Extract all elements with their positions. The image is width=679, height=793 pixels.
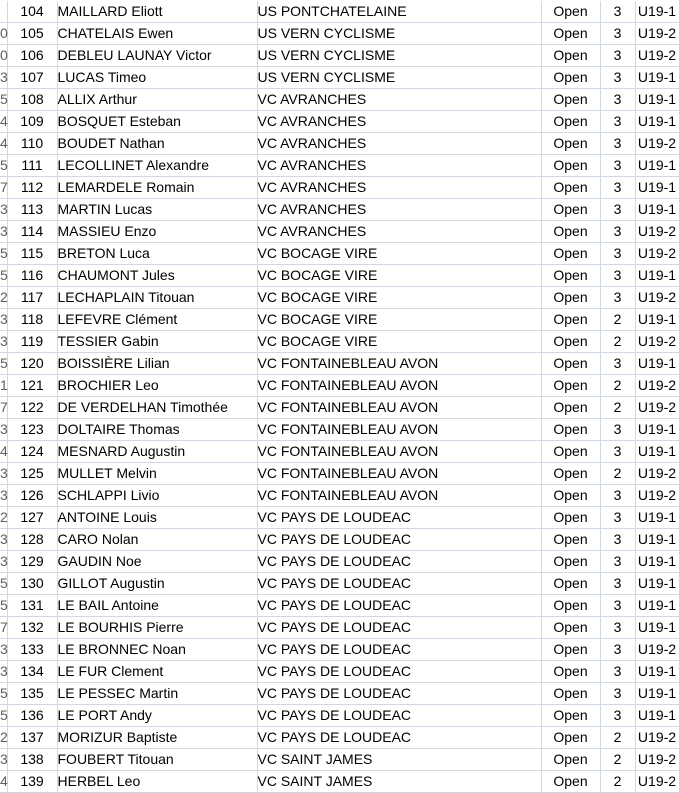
category-cell[interactable]: Open <box>541 111 600 133</box>
club-name-cell[interactable]: VC AVRANCHES <box>257 221 541 243</box>
level-cell[interactable]: 3 <box>600 111 635 133</box>
category-cell[interactable]: Open <box>541 639 600 661</box>
level-cell[interactable]: 3 <box>600 45 635 67</box>
table-row <box>0 529 679 551</box>
level-cell[interactable]: 3 <box>600 221 635 243</box>
table-row <box>0 749 679 771</box>
level-cell[interactable]: 3 <box>600 89 635 111</box>
club-name-cell[interactable]: VC SAINT JAMES <box>257 771 541 793</box>
row-edge-cell[interactable]: 5 <box>0 353 7 375</box>
club-name-cell[interactable]: VC FONTAINEBLEAU AVON <box>257 375 541 397</box>
category-cell[interactable]: Open <box>541 353 600 375</box>
rider-name-cell[interactable]: DOLTAIRE Thomas <box>57 419 257 441</box>
rider-name-cell[interactable]: BOSQUET Esteban <box>57 111 257 133</box>
row-edge-cell[interactable]: 1 <box>0 375 7 397</box>
bib-number-cell[interactable]: 128 <box>7 529 57 551</box>
level-cell[interactable]: 3 <box>600 67 635 89</box>
category-cell[interactable]: Open <box>541 683 600 705</box>
bib-number-cell[interactable]: 106 <box>7 45 57 67</box>
table-row <box>0 397 679 419</box>
age-group-cell[interactable]: U19-1 <box>635 89 679 111</box>
rider-name-cell[interactable]: HERBEL Leo <box>57 771 257 793</box>
age-group-cell[interactable]: U19-2 <box>635 331 679 353</box>
club-name-cell[interactable]: VC FONTAINEBLEAU AVON <box>257 397 541 419</box>
category-cell[interactable]: Open <box>541 177 600 199</box>
age-group-cell[interactable]: U19-2 <box>635 639 679 661</box>
table-row <box>0 67 679 89</box>
table-row <box>0 89 679 111</box>
club-name-cell[interactable]: US PONTCHATELAINE <box>257 1 541 23</box>
club-name-cell[interactable]: VC SAINT JAMES <box>257 749 541 771</box>
level-cell[interactable]: 3 <box>600 1 635 23</box>
row-edge-cell[interactable]: 4 <box>0 111 7 133</box>
club-name-cell[interactable]: VC PAYS DE LOUDEAC <box>257 727 541 749</box>
table-row <box>0 507 679 529</box>
category-cell[interactable]: Open <box>541 705 600 727</box>
age-group-cell[interactable]: U19-1 <box>635 155 679 177</box>
row-edge-cell[interactable]: 3 <box>0 309 7 331</box>
age-group-cell[interactable]: U19-1 <box>635 529 679 551</box>
level-cell[interactable]: 2 <box>600 331 635 353</box>
category-cell[interactable]: Open <box>541 463 600 485</box>
row-edge-cell[interactable]: 5 <box>0 243 7 265</box>
table-row <box>0 331 679 353</box>
bib-number-cell[interactable]: 111 <box>7 155 57 177</box>
rider-name-cell[interactable]: GAUDIN Noe <box>57 551 257 573</box>
rider-name-cell[interactable]: BRETON Luca <box>57 243 257 265</box>
table-row <box>0 485 679 507</box>
row-edge-cell[interactable]: 5 <box>0 89 7 111</box>
club-name-cell[interactable]: VC FONTAINEBLEAU AVON <box>257 441 541 463</box>
category-cell[interactable]: Open <box>541 573 600 595</box>
category-cell[interactable]: Open <box>541 199 600 221</box>
bib-number-cell[interactable]: 126 <box>7 485 57 507</box>
level-cell[interactable]: 3 <box>600 23 635 45</box>
age-group-cell[interactable]: U19-1 <box>635 67 679 89</box>
row-edge-cell[interactable]: 4 <box>0 133 7 155</box>
row-edge-cell[interactable]: 5 <box>0 595 7 617</box>
bib-number-cell[interactable]: 137 <box>7 727 57 749</box>
rider-name-cell[interactable]: LE BAIL Antoine <box>57 595 257 617</box>
level-cell[interactable]: 3 <box>600 573 635 595</box>
age-group-cell[interactable]: U19-2 <box>635 243 679 265</box>
club-name-cell[interactable]: US VERN CYCLISME <box>257 67 541 89</box>
row-edge-cell[interactable]: 3 <box>0 463 7 485</box>
category-cell[interactable]: Open <box>541 309 600 331</box>
bib-number-cell[interactable]: 127 <box>7 507 57 529</box>
row-edge-cell[interactable]: 4 <box>0 771 7 793</box>
level-cell[interactable]: 3 <box>600 243 635 265</box>
bib-number-cell[interactable]: 122 <box>7 397 57 419</box>
club-name-cell[interactable]: VC PAYS DE LOUDEAC <box>257 507 541 529</box>
row-edge-cell[interactable]: 3 <box>0 419 7 441</box>
age-group-cell[interactable]: U19-2 <box>635 221 679 243</box>
category-cell[interactable]: Open <box>541 661 600 683</box>
rider-name-cell[interactable]: TESSIER Gabin <box>57 331 257 353</box>
category-cell[interactable]: Open <box>541 485 600 507</box>
category-cell[interactable]: Open <box>541 419 600 441</box>
row-edge-cell[interactable]: 3 <box>0 199 7 221</box>
rider-name-cell[interactable]: LE PORT Andy <box>57 705 257 727</box>
row-edge-cell[interactable]: 3 <box>0 331 7 353</box>
age-group-cell[interactable]: U19-1 <box>635 551 679 573</box>
rider-name-cell[interactable]: DEBLEU LAUNAY Victor <box>57 45 257 67</box>
row-edge-cell[interactable]: 5 <box>0 265 7 287</box>
age-group-cell[interactable]: U19-1 <box>635 705 679 727</box>
club-name-cell[interactable]: VC FONTAINEBLEAU AVON <box>257 463 541 485</box>
age-group-cell[interactable]: U19-1 <box>635 595 679 617</box>
age-group-cell[interactable]: U19-2 <box>635 45 679 67</box>
club-name-cell[interactable]: VC BOCAGE VIRE <box>257 309 541 331</box>
table-row <box>0 199 679 221</box>
rider-name-cell[interactable]: MESNARD Augustin <box>57 441 257 463</box>
level-cell[interactable]: 2 <box>600 749 635 771</box>
club-name-cell[interactable]: VC BOCAGE VIRE <box>257 265 541 287</box>
category-cell[interactable]: Open <box>541 133 600 155</box>
category-cell[interactable]: Open <box>541 771 600 793</box>
bib-number-cell[interactable]: 118 <box>7 309 57 331</box>
category-cell[interactable]: Open <box>541 155 600 177</box>
bib-number-cell[interactable]: 104 <box>7 1 57 23</box>
table-row <box>0 573 679 595</box>
row-edge-cell[interactable]: 2 <box>0 507 7 529</box>
table-row <box>0 551 679 573</box>
club-name-cell[interactable]: VC BOCAGE VIRE <box>257 287 541 309</box>
club-name-cell[interactable]: VC AVRANCHES <box>257 89 541 111</box>
age-group-cell[interactable]: U19-1 <box>635 309 679 331</box>
table-row <box>0 45 679 67</box>
level-cell[interactable]: 2 <box>600 463 635 485</box>
rider-name-cell[interactable]: MARTIN Lucas <box>57 199 257 221</box>
level-cell[interactable]: 3 <box>600 441 635 463</box>
club-name-cell[interactable]: VC PAYS DE LOUDEAC <box>257 661 541 683</box>
bib-number-cell[interactable]: 115 <box>7 243 57 265</box>
age-group-cell[interactable]: U19-2 <box>635 375 679 397</box>
age-group-cell[interactable]: U19-1 <box>635 353 679 375</box>
rider-name-cell[interactable]: LEFEVRE Clément <box>57 309 257 331</box>
bib-number-cell[interactable]: 139 <box>7 771 57 793</box>
level-cell[interactable]: 3 <box>600 507 635 529</box>
row-edge-cell[interactable]: 2 <box>0 287 7 309</box>
category-cell[interactable]: Open <box>541 1 600 23</box>
category-cell[interactable]: Open <box>541 529 600 551</box>
row-edge-cell[interactable]: 3 <box>0 661 7 683</box>
rider-name-cell[interactable]: MAILLARD Eliott <box>57 1 257 23</box>
row-edge-cell[interactable]: 5 <box>0 683 7 705</box>
category-cell[interactable]: Open <box>541 243 600 265</box>
rider-name-cell[interactable]: ANTOINE Louis <box>57 507 257 529</box>
category-cell[interactable]: Open <box>541 749 600 771</box>
bib-number-cell[interactable]: 114 <box>7 221 57 243</box>
rider-name-cell[interactable]: CARO Nolan <box>57 529 257 551</box>
level-cell[interactable]: 3 <box>600 199 635 221</box>
row-edge-cell[interactable]: 3 <box>0 485 7 507</box>
category-cell[interactable]: Open <box>541 23 600 45</box>
club-name-cell[interactable]: US VERN CYCLISME <box>257 45 541 67</box>
level-cell[interactable]: 2 <box>600 309 635 331</box>
club-name-cell[interactable]: VC FONTAINEBLEAU AVON <box>257 353 541 375</box>
level-cell[interactable]: 3 <box>600 177 635 199</box>
age-group-cell[interactable]: U19-2 <box>635 727 679 749</box>
club-name-cell[interactable]: VC BOCAGE VIRE <box>257 331 541 353</box>
rider-name-cell[interactable]: BOISSIÈRE Lilian <box>57 353 257 375</box>
table-row <box>0 419 679 441</box>
table-row <box>0 661 679 683</box>
level-cell[interactable]: 2 <box>600 397 635 419</box>
age-group-cell[interactable]: U19-1 <box>635 1 679 23</box>
level-cell[interactable]: 3 <box>600 419 635 441</box>
club-name-cell[interactable]: VC PAYS DE LOUDEAC <box>257 617 541 639</box>
level-cell[interactable]: 3 <box>600 529 635 551</box>
category-cell[interactable]: Open <box>541 221 600 243</box>
bib-number-cell[interactable]: 112 <box>7 177 57 199</box>
age-group-cell[interactable]: U19-1 <box>635 617 679 639</box>
age-group-cell[interactable]: U19-1 <box>635 683 679 705</box>
row-edge-cell[interactable]: 3 <box>0 221 7 243</box>
bib-number-cell[interactable]: 113 <box>7 199 57 221</box>
club-name-cell[interactable]: VC AVRANCHES <box>257 155 541 177</box>
level-cell[interactable]: 3 <box>600 595 635 617</box>
category-cell[interactable]: Open <box>541 331 600 353</box>
spreadsheet-table <box>0 1 679 793</box>
club-name-cell[interactable]: VC PAYS DE LOUDEAC <box>257 705 541 727</box>
table-row <box>0 463 679 485</box>
bib-number-cell[interactable]: 120 <box>7 353 57 375</box>
category-cell[interactable]: Open <box>541 727 600 749</box>
category-cell[interactable]: Open <box>541 67 600 89</box>
level-cell[interactable]: 3 <box>600 155 635 177</box>
level-cell[interactable]: 3 <box>600 353 635 375</box>
bib-number-cell[interactable]: 117 <box>7 287 57 309</box>
club-name-cell[interactable]: VC PAYS DE LOUDEAC <box>257 639 541 661</box>
rider-name-cell[interactable]: LE BOURHIS Pierre <box>57 617 257 639</box>
row-edge-cell[interactable]: 2 <box>0 727 7 749</box>
category-cell[interactable]: Open <box>541 89 600 111</box>
table-row <box>0 353 679 375</box>
table-row <box>0 221 679 243</box>
row-edge-cell[interactable]: 3 <box>0 529 7 551</box>
level-cell[interactable]: 3 <box>600 705 635 727</box>
rider-name-cell[interactable]: MASSIEU Enzo <box>57 221 257 243</box>
row-edge-cell[interactable]: 5 <box>0 705 7 727</box>
table-row <box>0 595 679 617</box>
club-name-cell[interactable]: VC PAYS DE LOUDEAC <box>257 529 541 551</box>
club-name-cell[interactable]: VC PAYS DE LOUDEAC <box>257 683 541 705</box>
category-cell[interactable]: Open <box>541 617 600 639</box>
rider-name-cell[interactable]: SCHLAPPI Livio <box>57 485 257 507</box>
age-group-cell[interactable]: U19-1 <box>635 441 679 463</box>
bib-number-cell[interactable]: 110 <box>7 133 57 155</box>
bib-number-cell[interactable]: 130 <box>7 573 57 595</box>
bib-number-cell[interactable]: 119 <box>7 331 57 353</box>
rider-name-cell[interactable]: DE VERDELHAN Timothée <box>57 397 257 419</box>
rider-name-cell[interactable]: BROCHIER Leo <box>57 375 257 397</box>
row-edge-cell[interactable]: 3 <box>0 67 7 89</box>
age-group-cell[interactable]: U19-1 <box>635 177 679 199</box>
table-row <box>0 309 679 331</box>
category-cell[interactable]: Open <box>541 45 600 67</box>
level-cell[interactable]: 3 <box>600 617 635 639</box>
club-name-cell[interactable]: VC PAYS DE LOUDEAC <box>257 551 541 573</box>
table-row <box>0 639 679 661</box>
level-cell[interactable]: 3 <box>600 683 635 705</box>
level-cell[interactable]: 3 <box>600 265 635 287</box>
club-name-cell[interactable]: VC AVRANCHES <box>257 133 541 155</box>
row-edge-cell[interactable]: 7 <box>0 617 7 639</box>
row-edge-cell[interactable]: 4 <box>0 441 7 463</box>
club-name-cell[interactable]: VC PAYS DE LOUDEAC <box>257 595 541 617</box>
category-cell[interactable]: Open <box>541 287 600 309</box>
table-row <box>0 177 679 199</box>
rider-name-cell[interactable]: FOUBERT Titouan <box>57 749 257 771</box>
club-name-cell[interactable]: VC PAYS DE LOUDEAC <box>257 573 541 595</box>
table-row <box>0 705 679 727</box>
age-group-cell[interactable]: U19-2 <box>635 771 679 793</box>
table-row <box>0 23 679 45</box>
level-cell[interactable]: 2 <box>600 375 635 397</box>
rider-name-cell[interactable]: LUCAS Timeo <box>57 67 257 89</box>
table-row <box>0 133 679 155</box>
bib-number-cell[interactable]: 123 <box>7 419 57 441</box>
level-cell[interactable]: 3 <box>600 661 635 683</box>
bib-number-cell[interactable]: 124 <box>7 441 57 463</box>
club-name-cell[interactable]: VC AVRANCHES <box>257 177 541 199</box>
rider-name-cell[interactable]: CHATELAIS Ewen <box>57 23 257 45</box>
level-cell[interactable]: 2 <box>600 771 635 793</box>
table-row <box>0 1 679 23</box>
age-group-cell[interactable]: U19-2 <box>635 485 679 507</box>
club-name-cell[interactable]: US VERN CYCLISME <box>257 23 541 45</box>
table-row <box>0 617 679 639</box>
bib-number-cell[interactable]: 109 <box>7 111 57 133</box>
level-cell[interactable]: 2 <box>600 727 635 749</box>
bib-number-cell[interactable]: 134 <box>7 661 57 683</box>
table-row <box>0 243 679 265</box>
table-row <box>0 771 679 793</box>
table-row <box>0 155 679 177</box>
rider-name-cell[interactable]: CHAUMONT Jules <box>57 265 257 287</box>
age-group-cell[interactable]: U19-1 <box>635 573 679 595</box>
row-edge-cell[interactable]: 3 <box>0 551 7 573</box>
row-edge-cell[interactable]: 5 <box>0 573 7 595</box>
level-cell[interactable]: 3 <box>600 551 635 573</box>
rider-name-cell[interactable]: LE PESSEC Martin <box>57 683 257 705</box>
table-row <box>0 265 679 287</box>
row-edge-cell[interactable]: 7 <box>0 397 7 419</box>
age-group-cell[interactable]: U19-1 <box>635 265 679 287</box>
bib-number-cell[interactable]: 125 <box>7 463 57 485</box>
row-edge-cell[interactable]: 5 <box>0 155 7 177</box>
row-edge-cell[interactable]: 3 <box>0 749 7 771</box>
bib-number-cell[interactable]: 131 <box>7 595 57 617</box>
age-group-cell[interactable]: U19-1 <box>635 199 679 221</box>
category-cell[interactable]: Open <box>541 551 600 573</box>
rider-name-cell[interactable]: MULLET Melvin <box>57 463 257 485</box>
table-row <box>0 375 679 397</box>
club-name-cell[interactable]: VC FONTAINEBLEAU AVON <box>257 485 541 507</box>
table-row <box>0 727 679 749</box>
age-group-cell[interactable]: U19-1 <box>635 419 679 441</box>
age-group-cell[interactable]: U19-2 <box>635 287 679 309</box>
age-group-cell[interactable]: U19-1 <box>635 507 679 529</box>
spreadsheet-body <box>0 1 679 793</box>
bib-number-cell[interactable]: 116 <box>7 265 57 287</box>
club-name-cell[interactable]: VC FONTAINEBLEAU AVON <box>257 419 541 441</box>
row-edge-cell[interactable]: 0 <box>0 23 7 45</box>
bib-number-cell[interactable]: 132 <box>7 617 57 639</box>
row-edge-cell[interactable]: 3 <box>0 639 7 661</box>
rider-name-cell[interactable]: BOUDET Nathan <box>57 133 257 155</box>
level-cell[interactable]: 3 <box>600 485 635 507</box>
category-cell[interactable]: Open <box>541 265 600 287</box>
rider-name-cell[interactable]: MORIZUR Baptiste <box>57 727 257 749</box>
rider-name-cell[interactable]: LECHAPLAIN Titouan <box>57 287 257 309</box>
row-edge-cell[interactable] <box>0 1 7 23</box>
row-edge-cell[interactable]: 0 <box>0 45 7 67</box>
rider-name-cell[interactable]: ALLIX Arthur <box>57 89 257 111</box>
bib-number-cell[interactable]: 133 <box>7 639 57 661</box>
rider-name-cell[interactable]: LE FUR Clement <box>57 661 257 683</box>
level-cell[interactable]: 3 <box>600 639 635 661</box>
age-group-cell[interactable]: U19-2 <box>635 133 679 155</box>
table-row <box>0 111 679 133</box>
table-row <box>0 287 679 309</box>
age-group-cell[interactable]: U19-1 <box>635 111 679 133</box>
category-cell[interactable]: Open <box>541 595 600 617</box>
rider-name-cell[interactable]: LECOLLINET Alexandre <box>57 155 257 177</box>
level-cell[interactable]: 3 <box>600 287 635 309</box>
rider-name-cell[interactable]: LEMARDELE Romain <box>57 177 257 199</box>
bib-number-cell[interactable]: 121 <box>7 375 57 397</box>
bib-number-cell[interactable]: 105 <box>7 23 57 45</box>
club-name-cell[interactable]: VC BOCAGE VIRE <box>257 243 541 265</box>
table-row <box>0 683 679 705</box>
age-group-cell[interactable]: U19-2 <box>635 397 679 419</box>
age-group-cell[interactable]: U19-1 <box>635 661 679 683</box>
level-cell[interactable]: 3 <box>600 133 635 155</box>
age-group-cell[interactable]: U19-2 <box>635 749 679 771</box>
table-row <box>0 441 679 463</box>
bib-number-cell[interactable]: 108 <box>7 89 57 111</box>
category-cell[interactable]: Open <box>541 397 600 419</box>
age-group-cell[interactable]: U19-2 <box>635 463 679 485</box>
bib-number-cell[interactable]: 129 <box>7 551 57 573</box>
club-name-cell[interactable]: VC AVRANCHES <box>257 111 541 133</box>
rider-name-cell[interactable]: GILLOT Augustin <box>57 573 257 595</box>
bib-number-cell[interactable]: 138 <box>7 749 57 771</box>
bib-number-cell[interactable]: 135 <box>7 683 57 705</box>
row-edge-cell[interactable]: 7 <box>0 177 7 199</box>
category-cell[interactable]: Open <box>541 441 600 463</box>
bib-number-cell[interactable]: 107 <box>7 67 57 89</box>
age-group-cell[interactable]: U19-2 <box>635 23 679 45</box>
category-cell[interactable]: Open <box>541 507 600 529</box>
category-cell[interactable]: Open <box>541 375 600 397</box>
bib-number-cell[interactable]: 136 <box>7 705 57 727</box>
rider-name-cell[interactable]: LE BRONNEC Noan <box>57 639 257 661</box>
club-name-cell[interactable]: VC AVRANCHES <box>257 199 541 221</box>
